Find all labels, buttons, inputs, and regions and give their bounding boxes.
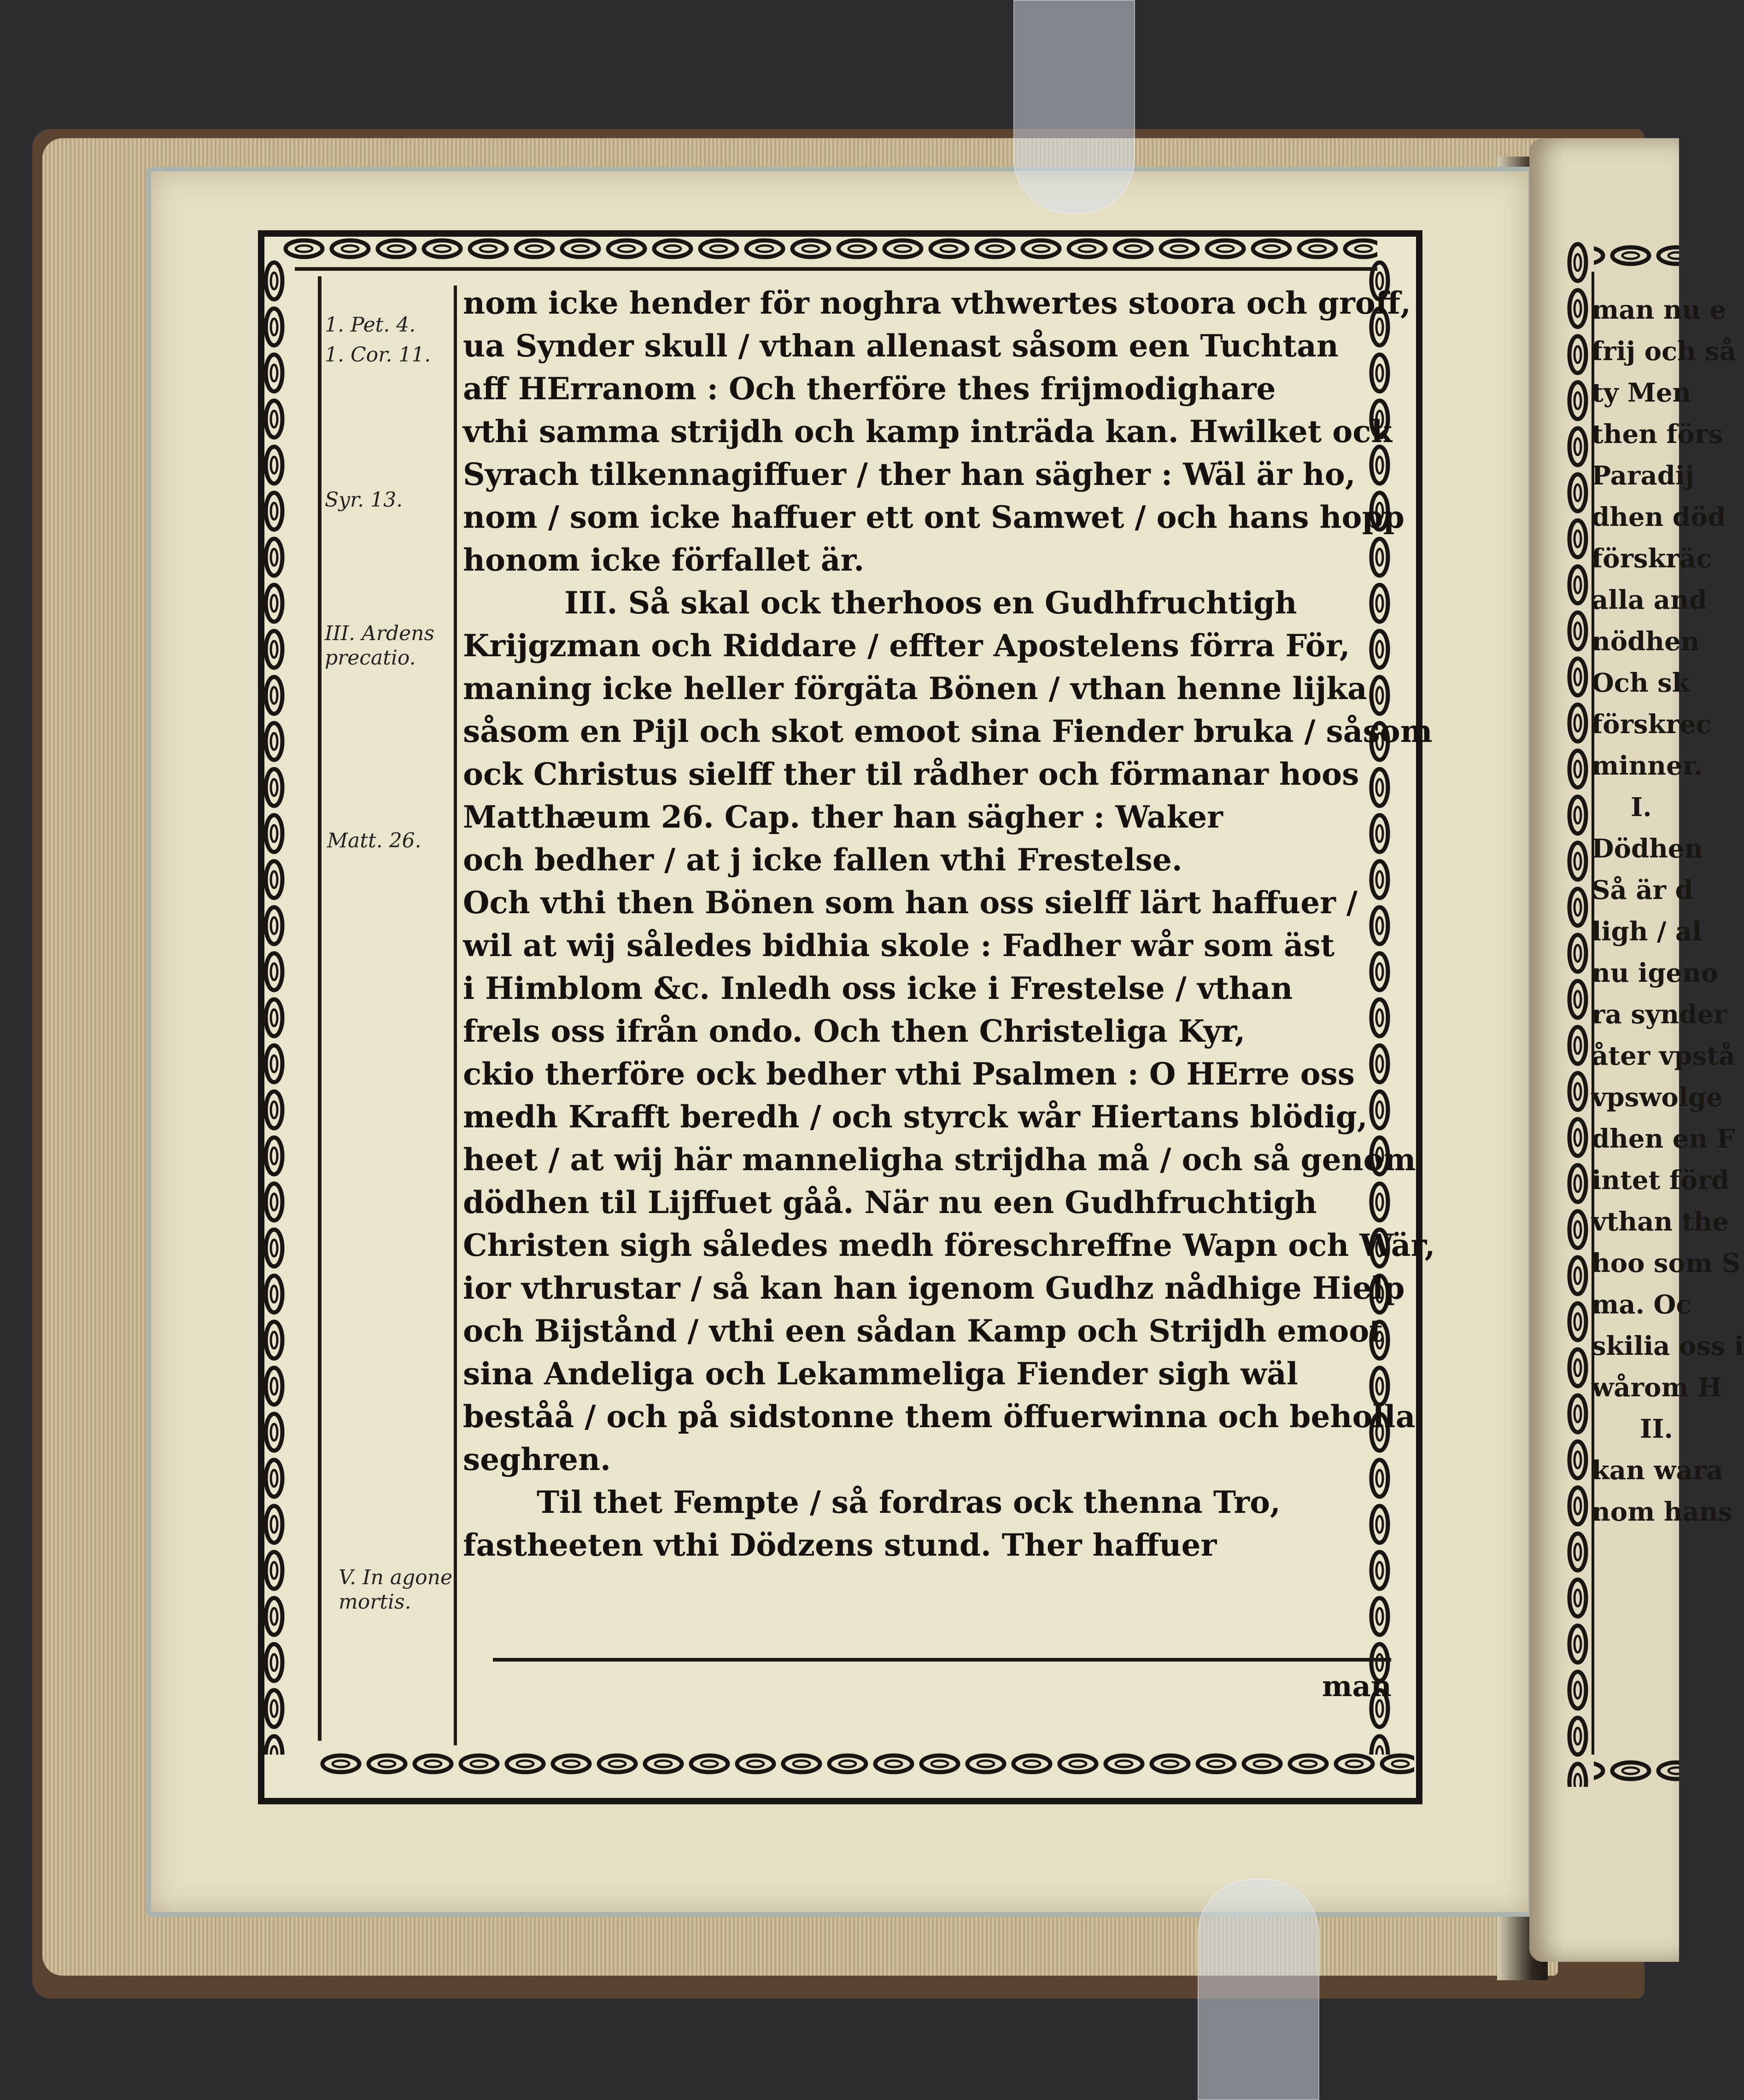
next-page-line: nu igeno — [1592, 958, 1719, 988]
chain-border-bottom — [318, 1748, 1414, 1780]
text-bottom-rule — [493, 1658, 1391, 1662]
catchword: man — [1322, 1669, 1392, 1703]
text-line: Krijgzman och Riddare / effter Apostelens förra För, — [463, 628, 1350, 664]
text-line: såsom en Pijl och skot emoot sina Fiender bruka / såsom — [463, 713, 1433, 749]
page-clip-top — [1013, 0, 1135, 214]
next-page-line: hoo som S — [1592, 1248, 1740, 1278]
next-page-line: Dödhen — [1592, 834, 1703, 864]
main-text — [463, 282, 1435, 1567]
text-line: sina Andeliga och Lekammeliga Fiender sigh wäl — [463, 1356, 1298, 1392]
margin-note: III. Ardens precatio. — [325, 622, 435, 670]
next-page-line: Så är d — [1592, 875, 1693, 905]
next-page-line: skilia oss i — [1592, 1331, 1744, 1361]
next-page-line: förskräc — [1592, 543, 1712, 574]
margin-rule-outer — [318, 276, 322, 1741]
next-page-line: Och sk — [1592, 668, 1690, 698]
next-page-line: ma. Oc — [1592, 1289, 1692, 1320]
next-page-line: frij och så — [1592, 336, 1737, 367]
next-page-line: I. — [1631, 792, 1652, 822]
top-rule — [295, 267, 1377, 271]
text-line: medh Krafft beredh / och styrck wår Hiertans blödig, — [463, 1099, 1368, 1135]
next-page-line: ty Men — [1592, 378, 1691, 408]
next-page-line: minner. — [1592, 751, 1703, 781]
text-line: frels oss ifrån ondo. Och then Christeliga Kyr, — [463, 1013, 1246, 1049]
text-line: beståå / och på sidstonne them öffuerwinna och beholla — [463, 1399, 1416, 1435]
margin-note: V. In agone mortis. — [339, 1566, 453, 1614]
text-line: ua Synder skull / vthan allenast såsom een Tuchtan — [463, 328, 1339, 364]
next-page-line: man nu e — [1592, 295, 1726, 325]
text-line: aff HErranom : Och therföre thes frijmodighare — [463, 371, 1276, 407]
next-page-line: åter vpstå — [1592, 1041, 1736, 1071]
text-line: ckio therföre ock bedher vthi Psalmen : O HErre oss — [463, 1056, 1355, 1092]
next-page-line: nödhen — [1592, 626, 1700, 657]
text-line: Christen sigh således medh föreschreffne Wapn och Wär, — [463, 1227, 1435, 1263]
next-page-line: II. — [1640, 1414, 1673, 1444]
text-line: fastheeten vthi Dödzens stund. Ther haffuer — [463, 1527, 1217, 1563]
text-line: Syrach tilkennagiffuer / ther han sägher : Wäl är ho, — [463, 456, 1356, 492]
text-line: vthi samma strijdh och kamp inträda kan. Hwilket ock — [463, 414, 1393, 449]
chain-border-left — [258, 258, 290, 1755]
margin-note: 1. Cor. 11. — [325, 343, 431, 367]
margin-note: Syr. 13. — [325, 488, 403, 512]
next-page-line: alla and — [1592, 585, 1707, 615]
text-line: maning icke heller förgäta Bönen / vthan henne lijka — [463, 671, 1367, 706]
text-line: och bedher / at j icke fallen vthi Frestelse. — [463, 842, 1182, 878]
next-page-line: Paradij — [1592, 461, 1695, 491]
text-line: heet / at wij här manneligha strijdha må / och så genom — [463, 1142, 1416, 1178]
next-page-line: nom hans — [1592, 1497, 1733, 1527]
next-page-line: förskrec — [1592, 709, 1712, 740]
text-line: Och vthi then Bönen som han oss sielff lärt haffuer / — [463, 885, 1358, 921]
paragraph-start-line: Til thet Fempte / så fordras ock thenna Tro, — [537, 1484, 1281, 1520]
text-line: seghren. — [463, 1441, 611, 1477]
margin-note: Matt. 26. — [327, 829, 421, 852]
next-page-line: kan wara — [1592, 1455, 1723, 1486]
page-clip-bottom — [1198, 1879, 1319, 2100]
next-page-line: wårom H — [1592, 1372, 1722, 1403]
margin-rule-inner — [454, 286, 457, 1745]
next-page-line: ligh / al — [1592, 916, 1702, 947]
next-page-line: dhen en F — [1592, 1124, 1735, 1154]
next-page-line: ra synder — [1592, 999, 1727, 1030]
next-page-line: dhen död — [1592, 502, 1726, 532]
next-page-line: vthan the — [1592, 1207, 1729, 1237]
margin-note: 1. Pet. 4. — [325, 313, 416, 337]
next-page-line: intet förd — [1592, 1165, 1729, 1196]
text-line: och Bijstånd / vthi een sådan Kamp och Strijdh emoot — [463, 1313, 1383, 1349]
next-page-line: then förs — [1592, 419, 1723, 449]
chain-border-top — [281, 233, 1377, 265]
text-line: wil at wij således bidhia skole : Fadher wår som äst — [463, 928, 1335, 963]
text-line: ock Christus sielff ther til rådher och förmanar hoos — [463, 756, 1359, 792]
text-line: nom icke hender för noghra vthwertes stoora och groff, — [463, 285, 1411, 321]
text-line: dödhen til Lijffuet gåå. När nu een Gudhfruchtigh — [463, 1184, 1317, 1220]
next-page-line: vpswolge — [1592, 1082, 1723, 1113]
paragraph-start-line: III. Så skal ock therhoos en Gudhfruchtigh — [564, 585, 1297, 621]
text-line: i Himblom &c. Inledh oss icke i Frestelse / vthan — [463, 970, 1293, 1006]
text-line: ior vthrustar / så kan han igenom Gudhz nådhige Hielp — [463, 1270, 1405, 1306]
text-line: Matthæum 26. Cap. ther han sägher : Waker — [463, 799, 1223, 835]
text-line: honom icke förfallet är. — [463, 542, 865, 578]
text-line: nom / som icke haffuer ett ont Samwet / och hans hopp — [463, 499, 1405, 535]
